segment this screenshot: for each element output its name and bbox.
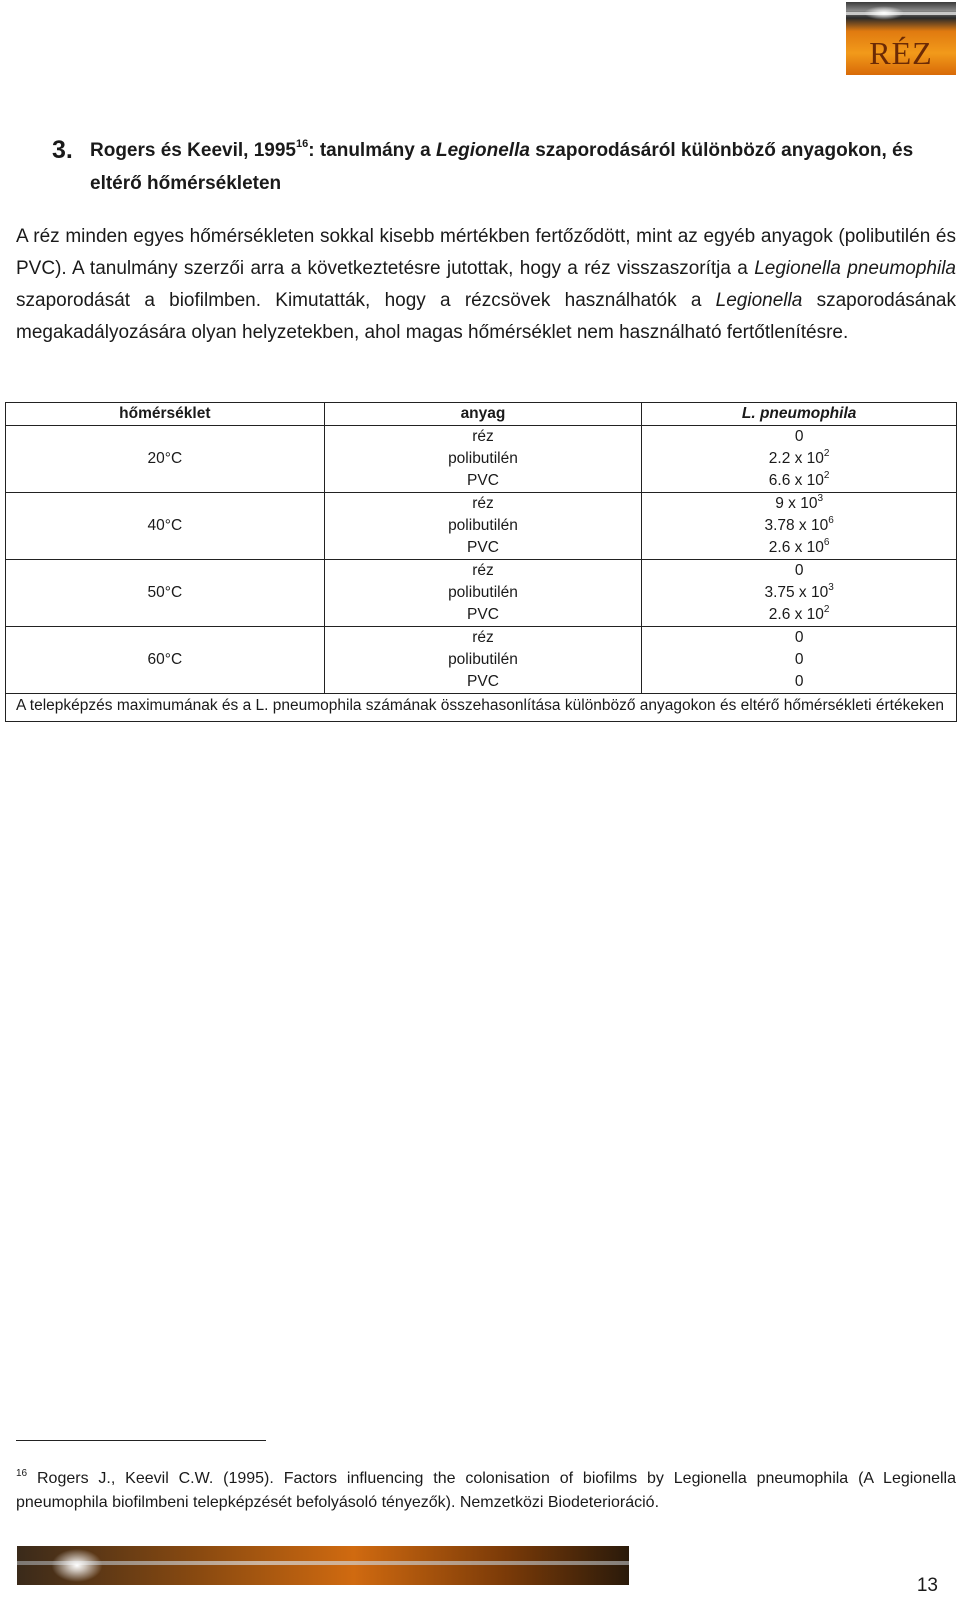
temperature-cell: 20°C: [6, 426, 325, 493]
count-exponent: 3: [828, 582, 834, 593]
para-text-2: szaporodását a biofilmben. Kimutatták, hogy a rézcsövek használhatók a: [16, 290, 716, 311]
count-cell: [642, 426, 957, 493]
header-material: anyag: [324, 403, 642, 426]
count-base: 2.6 x 10: [768, 606, 824, 623]
material-name: PVC: [467, 472, 499, 489]
count-exponent: 6: [828, 515, 834, 526]
title-organism: Legionella: [435, 140, 530, 161]
section-number: 3.: [52, 136, 73, 164]
material-cell: [324, 627, 642, 694]
count-exponent: 2: [823, 448, 830, 459]
header-count-label: L. pneumophila: [741, 405, 857, 422]
count-exponent: 2: [823, 470, 830, 481]
footer-flare: [47, 1546, 107, 1585]
material-cell: [324, 560, 642, 627]
count-base: 6.6 x 10: [768, 472, 824, 489]
count-base: 3.75 x 10: [764, 584, 829, 601]
count-base: 0: [794, 629, 804, 646]
material-cell: [324, 426, 642, 493]
caption-row: [6, 694, 957, 722]
count-base: 0: [794, 428, 804, 445]
table-caption: A telepképzés maximumának és a L. pneumophila számának összehasonlítása különböző anyagokon és eltérő hőmérsékleti értékeken: [6, 694, 957, 722]
count-base: 0: [794, 562, 804, 579]
count-value: [642, 649, 956, 671]
para-italic-1: Legionella pneumophila: [754, 258, 956, 279]
count-base: 0: [794, 651, 804, 668]
count-value: [642, 604, 956, 626]
header-count: [642, 403, 957, 426]
count-value: [642, 582, 956, 604]
table-row: [6, 493, 957, 560]
footer-shine: [17, 1561, 629, 1565]
count-exponent: 2: [823, 604, 830, 615]
title-text-1: : tanulmány a: [308, 140, 436, 161]
table-row: [6, 426, 957, 493]
table-header-row: [6, 403, 957, 426]
logo-text: RÉZ: [869, 35, 933, 71]
count-value: [642, 470, 956, 492]
material-name: réz: [472, 495, 494, 512]
table-row: [6, 560, 957, 627]
count-base: 2.2 x 10: [768, 450, 824, 467]
logo-flare: [864, 6, 904, 20]
material-name: PVC: [467, 539, 499, 556]
header-temperature: hőmérséklet: [6, 403, 325, 426]
count-cell: [642, 627, 957, 694]
count-base: 3.78 x 10: [764, 517, 829, 534]
material-name: polibutilén: [448, 651, 518, 668]
temperature-cell: 40°C: [6, 493, 325, 560]
count-value: [642, 426, 956, 448]
footnote: [16, 1467, 956, 1515]
section-heading: [52, 134, 952, 200]
table-row: [6, 627, 957, 694]
para-italic-2: Legionella: [715, 290, 803, 311]
title-footnote-ref: 16: [295, 138, 309, 150]
footer-banner: [17, 1546, 629, 1585]
body-paragraph: [16, 221, 956, 349]
section-title: [90, 134, 952, 200]
results-table: [5, 402, 957, 722]
material-cell: [324, 493, 642, 560]
count-value: [642, 671, 956, 693]
count-value: [642, 627, 956, 649]
temperature-cell: 60°C: [6, 627, 325, 694]
title-authors: Rogers és Keevil, 1995: [90, 140, 296, 161]
page-number: 13: [916, 1575, 938, 1596]
count-base: 9 x 10: [775, 495, 818, 512]
count-value: [642, 448, 956, 470]
material-name: polibutilén: [448, 584, 518, 601]
count-cell: [642, 560, 957, 627]
count-base: 2.6 x 10: [768, 539, 824, 556]
para-text-3: szaporodásának megakadályozására olyan helyzetekben, ahol magas hőmérséklet nem használható fertőtlenítésre.: [16, 290, 956, 343]
count-value: [642, 493, 956, 515]
count-base: 0: [794, 673, 804, 690]
material-name: réz: [472, 562, 494, 579]
material-name: réz: [472, 629, 494, 646]
material-name: PVC: [467, 606, 499, 623]
count-value: [642, 515, 956, 537]
material-name: polibutilén: [448, 517, 518, 534]
count-exponent: 6: [823, 537, 830, 548]
footnote-text: Rogers J., Keevil C.W. (1995). Factors influencing the colonisation of biofilms by Legionella pneumophila (A Legionella pneumophila biofilmbeni telepképzését befolyásoló tényezők). Nemzetközi Biodeterioráció.: [16, 1470, 956, 1511]
count-value: [642, 560, 956, 582]
material-name: PVC: [467, 673, 499, 690]
material-name: réz: [472, 428, 494, 445]
rez-logo: [846, 2, 956, 75]
temperature-cell: 50°C: [6, 560, 325, 627]
footnote-number: 16: [16, 1468, 28, 1479]
title-text-2: szaporodásáról különböző anyagokon, és eltérő hőmérsékleten: [90, 140, 914, 194]
count-exponent: 3: [817, 493, 824, 504]
count-cell: [642, 493, 957, 560]
material-name: polibutilén: [448, 450, 518, 467]
count-value: [642, 537, 956, 559]
para-text-1: A réz minden egyes hőmérsékleten sokkal kisebb mértékben fertőződött, mint az egyéb anyagok (polibutilén és PVC). A tanulmány szerzői arra a következtetésre jutottak, hogy a réz visszaszorítja a: [16, 226, 956, 279]
footnote-divider: [16, 1440, 266, 1441]
